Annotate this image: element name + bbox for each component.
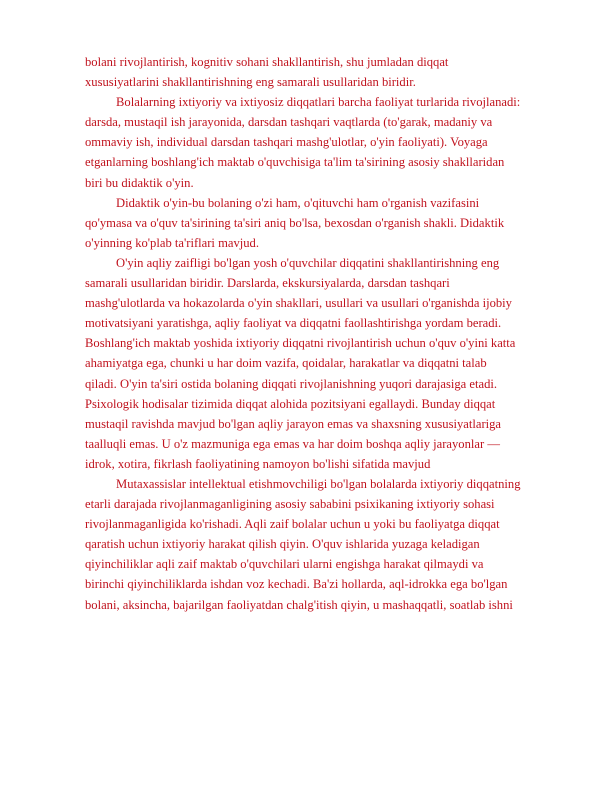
text-line: Psixologik hodisalar tizimida diqqat alohida pozitsiyani egallaydi. Bunday diqqat	[85, 396, 496, 411]
text-line: samarali usullaridan biridir. Darslarda, ekskursiyalarda, darsdan tashqari	[85, 276, 450, 291]
text-line: o'yinning ko'plab ta'riflari mavjud.	[85, 235, 259, 250]
text-line: idrok, xotira, fikrlash faoliyatining namoyon bo'lishi sifatida mavjud	[85, 456, 431, 471]
text-line: ommaviy ish, individual darsdan tashqari mashg'ulotlar, o'yin faoliyati). Voyaga	[85, 135, 488, 150]
text-line: qaratish uchun ixtiyoriy harakat qilish qiyin. O'quv ishlarida yuzaga keladigan	[85, 537, 480, 552]
paragraph-first-line: Bolalarning ixtiyoriy va ixtiyosiz diqqatlari barcha faoliyat turlarida rivojlanadi:	[116, 95, 521, 110]
text-line: motivatsiyani yaratishga, aqliy faoliyat va diqqatni faollashtirishga yordam beradi.	[85, 316, 502, 331]
text-line: mustaqil ravishda mavjud bo'lgan aqliy jarayon emas va shaxsning xususiyatlariga	[85, 416, 502, 431]
text-line: qiladi. O'yin ta'siri ostida bolaning diqqati rivojlanishning yuqori darajasiga etadi.	[85, 376, 498, 391]
text-line: rivojlanmaganligida ko'rishadi. Aqli zaif bolalar uchun u yoki bu faoliyatga diqqat	[85, 517, 500, 532]
document-body-text	[85, 52, 567, 615]
text-line: mashg'ulotlarda va hokazolarda o'yin shakllari, usullari va usullari o'rganishda ijobiy	[85, 296, 512, 311]
paragraph-first-line: O'yin aqliy zaifligi bo'lgan yosh o'quvchilar diqqatini shakllantirishning eng	[116, 255, 500, 270]
text-line: bolani, aksincha, bajarilgan faoliyatdan chalg'itish qiyin, u mashaqqatli, soatlab ishni	[85, 597, 513, 612]
text-line: etganlarning boshlang'ich maktab o'quvchisiga ta'lim ta'sirining asosiy shakllaridan	[85, 155, 505, 170]
text-line: ahamiyatga ega, chunki u har doim vazifa, qoidalar, harakatlar va diqqatni talab	[85, 356, 487, 371]
text-line: taalluqli emas. U o'z mazmuniga ega emas va har doim boshqa aqliy jarayonlar —	[85, 436, 500, 451]
text-line: Boshlang'ich maktab yoshida ixtiyoriy diqqatni rivojlantirish uchun o'quv o'yini katta	[85, 336, 516, 351]
text-line: qiyinchiliklar aqli zaif maktab o'quvchilari ularni engishga harakat qilmaydi va	[85, 557, 484, 572]
text-line: birinchi qiyinchiliklarda ishdan voz kechadi. Ba'zi hollarda, aql-idrokka ega bo'lgan	[85, 577, 508, 592]
text-line: qo'ymasa va o'quv ta'sirining ta'siri aniq bo'lsa, bexosdan o'rganish shakli. Didaktik	[85, 215, 505, 230]
text-line: darsda, mustaqil ish jarayonida, darsdan tashqari vaqtlarda (to'garak, madaniy va	[85, 115, 493, 130]
text-line: etarli darajada rivojlanmaganligining asosiy sababini psixikaning ixtiyoriy sohasi	[85, 497, 495, 512]
text-line: xususiyatlarini shakllantirishning eng samarali usullaridan biridir.	[85, 75, 416, 90]
paragraph-first-line: Didaktik o'yin-bu bolaning o'zi ham, o'qituvchi ham o'rganish vazifasini	[116, 195, 480, 210]
paragraph-first-line: Mutaxassislar intellektual etishmovchiligi bo'lgan bolalarda ixtiyoriy diqqatning	[116, 476, 521, 491]
text-line: bolani rivojlantirish, kognitiv sohani shakllantirish, shu jumladan diqqat	[85, 55, 449, 69]
text-line: biri bu didaktik o'yin.	[85, 175, 194, 190]
